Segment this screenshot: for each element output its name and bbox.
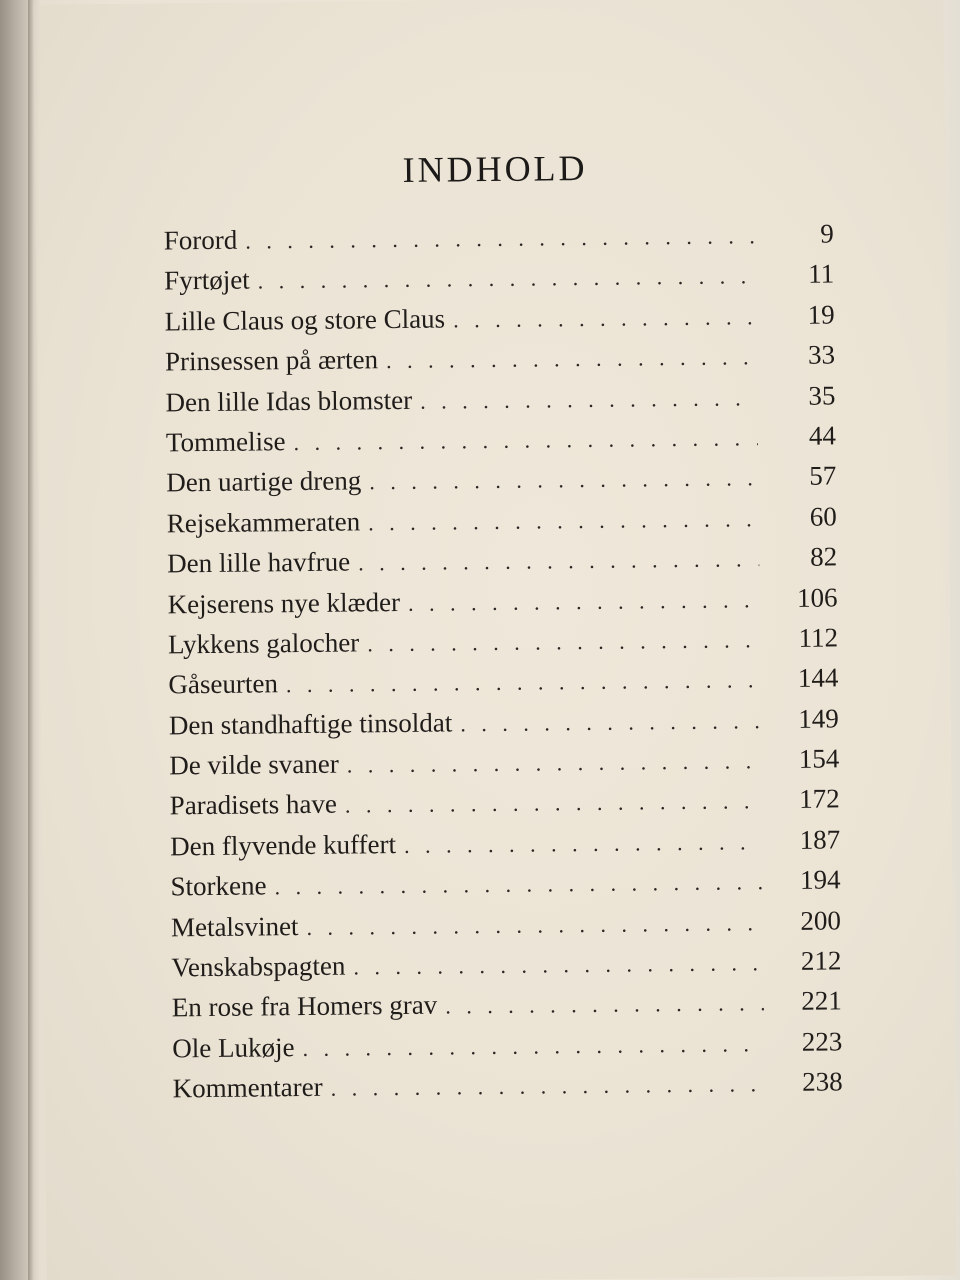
toc-entry-title: Den lille Idas blomster bbox=[165, 384, 413, 417]
toc-entry-page-number: 44 bbox=[808, 420, 837, 451]
toc-entry-title: Den standhaftige tinsoldat bbox=[168, 707, 453, 741]
toc-entry-page-number: 11 bbox=[808, 258, 835, 290]
dot-leader bbox=[420, 385, 758, 415]
dot-leader bbox=[347, 748, 762, 778]
dot-leader bbox=[293, 425, 758, 456]
dot-leader bbox=[358, 546, 759, 576]
toc-entry-title: Kommentarer bbox=[172, 1072, 323, 1104]
table-of-contents bbox=[164, 218, 843, 1114]
toc-entry bbox=[172, 1026, 842, 1073]
dot-leader bbox=[408, 587, 760, 617]
toc-entry-page-number: 238 bbox=[801, 1066, 843, 1098]
toc-entry bbox=[172, 986, 842, 1033]
toc-entry-title: Rejsekammeraten bbox=[166, 506, 361, 539]
dot-leader bbox=[258, 264, 757, 295]
toc-entry-page-number: 221 bbox=[801, 985, 842, 1017]
dot-leader bbox=[368, 506, 759, 536]
toc-entry bbox=[170, 865, 840, 912]
toc-entry-page-number: 172 bbox=[799, 783, 840, 815]
toc-entry-title: De vilde svaner bbox=[169, 748, 339, 781]
toc-entry bbox=[164, 259, 834, 306]
toc-entry-page-number: 60 bbox=[809, 501, 837, 532]
toc-entry-title: Venskabspagten bbox=[171, 950, 346, 983]
toc-entry-page-number: 19 bbox=[807, 299, 835, 330]
dot-leader bbox=[245, 223, 756, 254]
toc-entry-title: Fyrtøjet bbox=[164, 264, 250, 296]
dot-leader bbox=[386, 344, 757, 374]
toc-entry-page-number: 200 bbox=[800, 905, 842, 936]
toc-entry-page-number: 194 bbox=[799, 864, 841, 896]
toc-entry-title: Tommelise bbox=[165, 426, 286, 458]
toc-entry bbox=[170, 824, 840, 871]
toc-entry bbox=[171, 945, 841, 992]
toc-entry-title: Ole Lukøje bbox=[172, 1031, 295, 1064]
toc-entry-page-number: 154 bbox=[798, 743, 840, 774]
dot-leader bbox=[330, 1071, 764, 1102]
toc-entry bbox=[167, 582, 837, 629]
dot-leader bbox=[345, 789, 762, 819]
toc-entry bbox=[166, 461, 836, 508]
dot-leader bbox=[369, 466, 758, 496]
dot-leader bbox=[460, 708, 761, 737]
dot-leader bbox=[353, 950, 763, 980]
toc-entry-title: Forord bbox=[163, 224, 238, 256]
toc-entry-page-number: 9 bbox=[820, 218, 834, 249]
toc-entry-title: En rose fra Homers grav bbox=[171, 990, 438, 1023]
toc-entry bbox=[168, 622, 838, 669]
toc-entry-page-number: 144 bbox=[797, 662, 839, 694]
toc-entry-title: Storkene bbox=[170, 870, 267, 902]
toc-entry bbox=[164, 218, 834, 265]
toc-entry bbox=[165, 340, 835, 387]
toc-entry-page-number: 35 bbox=[808, 379, 836, 411]
dot-leader bbox=[306, 910, 763, 941]
toc-entry-page-number: 149 bbox=[798, 703, 839, 734]
toc-entry bbox=[173, 1067, 843, 1114]
toc-entry bbox=[164, 299, 834, 346]
dot-leader bbox=[274, 869, 762, 900]
toc-entry-page-number: 33 bbox=[807, 339, 836, 370]
toc-entry-title: Metalsvinet bbox=[170, 910, 299, 943]
toc-entry-page-number: 57 bbox=[809, 460, 837, 492]
toc-entry bbox=[169, 703, 839, 750]
toc-entry-page-number: 106 bbox=[796, 581, 838, 613]
toc-entry-page-number: 223 bbox=[801, 1026, 843, 1057]
toc-entry bbox=[167, 501, 837, 548]
dot-leader bbox=[404, 829, 762, 859]
toc-entry-title: Lykkens galocher bbox=[167, 627, 360, 660]
toc-entry-page-number: 187 bbox=[799, 824, 841, 855]
book-page bbox=[33, 0, 956, 1280]
toc-entry-page-number: 212 bbox=[800, 945, 842, 976]
toc-entry bbox=[168, 663, 838, 710]
toc-entry bbox=[165, 380, 835, 427]
toc-entry bbox=[170, 784, 840, 831]
toc-entry-title: Prinsessen på ærten bbox=[164, 344, 379, 377]
toc-entry-title: Den uartige dreng bbox=[166, 465, 362, 498]
dot-leader bbox=[445, 991, 764, 1020]
dot-leader bbox=[367, 627, 760, 657]
page-title: INDHOLD bbox=[402, 148, 588, 190]
toc-entry bbox=[171, 905, 841, 952]
toc-entry-title: Paradisets have bbox=[169, 789, 338, 821]
dot-leader bbox=[453, 304, 757, 333]
toc-entry bbox=[166, 420, 836, 467]
toc-entry bbox=[169, 743, 839, 790]
toc-entry-title: Lille Claus og store Claus bbox=[164, 303, 446, 337]
dot-leader bbox=[302, 1031, 764, 1062]
toc-entry-page-number: 112 bbox=[798, 622, 839, 653]
spine-shadow bbox=[0, 0, 40, 1280]
dot-leader bbox=[286, 668, 761, 699]
toc-entry bbox=[167, 542, 837, 589]
toc-entry-title: Den lille havfrue bbox=[167, 546, 351, 579]
toc-entry-title: Den flyvende kuffert bbox=[169, 828, 397, 862]
toc-entry-page-number: 82 bbox=[809, 541, 838, 572]
toc-entry-title: Gåseurten bbox=[168, 668, 279, 700]
toc-entry-title: Kejserens nye klæder bbox=[167, 586, 401, 619]
